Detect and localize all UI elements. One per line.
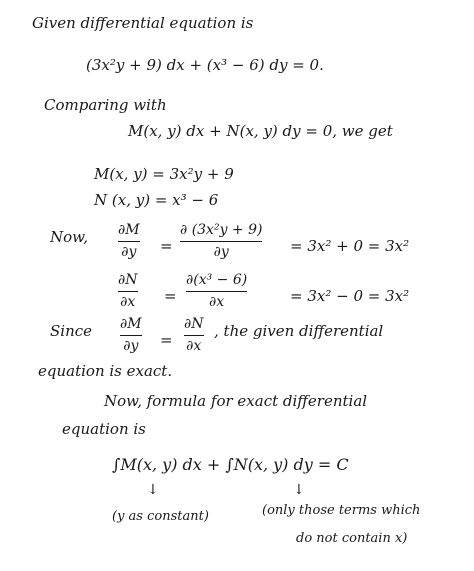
dn-dx-fraction (118, 272, 138, 311)
n-definition: N (x, y) = x³ − 6 (94, 191, 219, 209)
given-equation: (3x²y + 9) dx + (x³ − 6) dy = 0. (86, 56, 324, 74)
dy-denominator: ∂y (121, 244, 137, 260)
equals-sign-2: = (164, 287, 177, 305)
since-dn-numerator: ∂N (184, 316, 204, 332)
since-dm-numerator: ∂M (120, 316, 142, 332)
down-arrow-icon: ↓ (147, 482, 159, 498)
since-dm-fraction (120, 316, 142, 355)
dn-rhs-fraction (186, 272, 247, 311)
comparing-line: Comparing with (44, 96, 167, 114)
exact-line: equation is exact. (38, 362, 173, 380)
note-terms-line-1: (only those terms which (262, 503, 421, 518)
dm-numerator: ∂M (118, 222, 140, 238)
exact-formula: ∫M(x, y) dx + ∫N(x, y) dy = C (112, 455, 349, 474)
dm-rhs-denominator: ∂y (213, 244, 229, 260)
dn-result: = 3x² − 0 = 3x² (290, 287, 410, 305)
dm-rhs-fraction (180, 222, 262, 261)
equals-sign-3: = (160, 331, 173, 349)
dn-numerator: ∂N (118, 272, 138, 288)
dm-result: = 3x² + 0 = 3x² (290, 237, 410, 255)
note-y-constant: (y as constant) (112, 509, 209, 524)
intro-line: Given differential equation is (32, 14, 254, 32)
since-tail: , the given differential (214, 322, 384, 340)
general-form-line: M(x, y) dx + N(x, y) dy = 0, we get (128, 122, 393, 140)
down-arrow-icon: ↓ (293, 482, 305, 498)
m-definition: M(x, y) = 3x²y + 9 (94, 165, 234, 183)
dn-rhs-denominator: ∂x (209, 294, 225, 310)
now-label-1: Now, (50, 228, 88, 246)
dm-rhs-numerator: ∂ (3x²y + 9) (180, 222, 263, 238)
equals-sign-1: = (160, 237, 173, 255)
since-dm-denominator: ∂y (123, 338, 139, 354)
dx-denominator: ∂x (120, 294, 136, 310)
note-terms-line-2: do not contain x) (296, 531, 408, 546)
equation-is-line: equation is (62, 420, 146, 438)
since-dn-denominator: ∂x (186, 338, 202, 354)
dn-rhs-numerator: ∂(x³ − 6) (186, 272, 248, 288)
since-dn-fraction (184, 316, 204, 355)
dm-dy-fraction (118, 222, 140, 261)
formula-intro: Now, formula for exact differential (104, 392, 368, 410)
since-label: Since (50, 322, 93, 340)
